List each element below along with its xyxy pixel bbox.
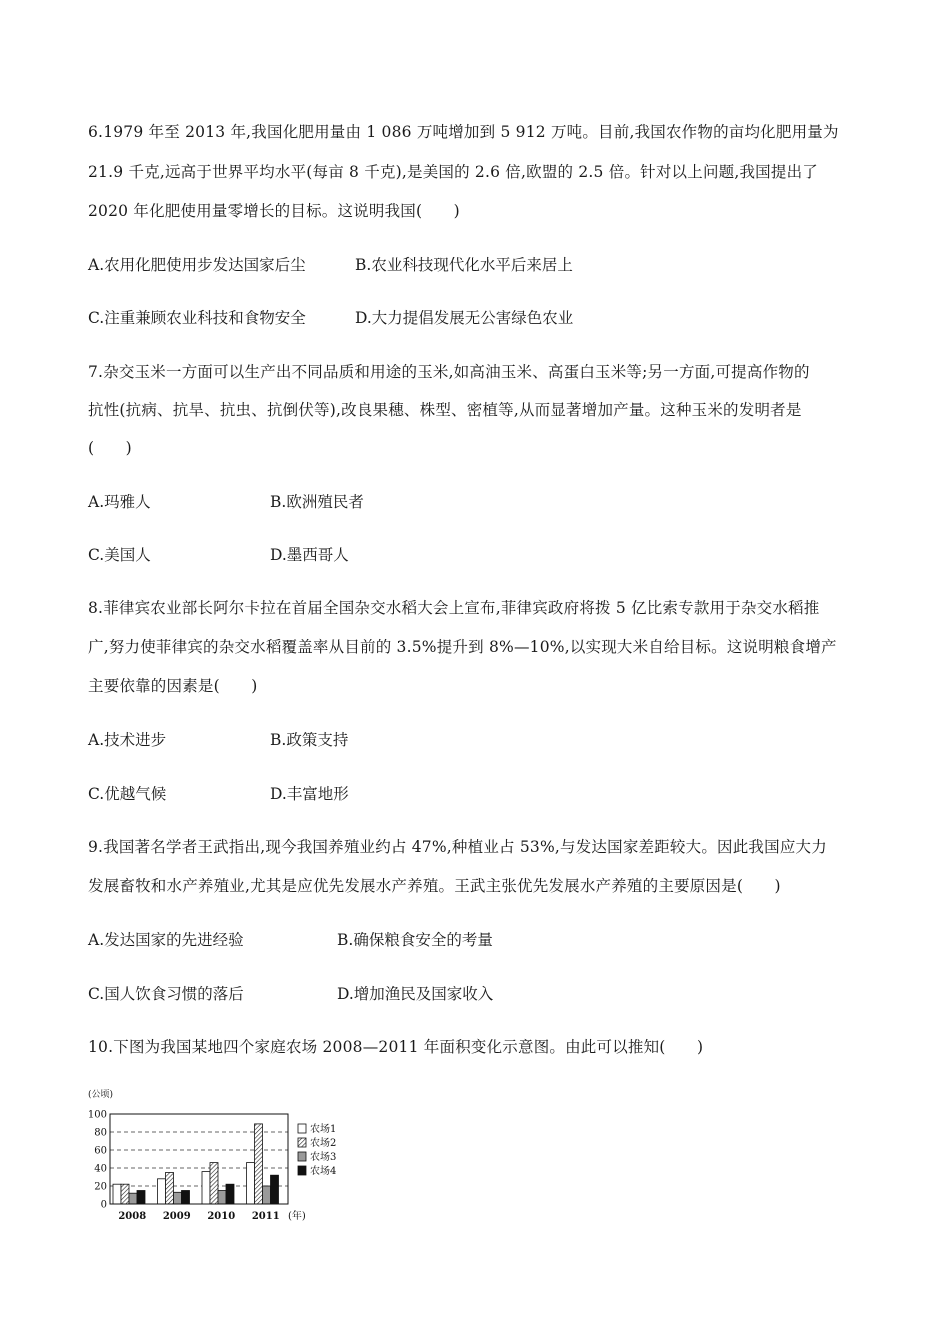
q6-option-c[interactable]: C.注重兼顾农业科技和食物安全 [88, 309, 306, 327]
bar-农场1-2009 [158, 1179, 166, 1204]
q7-option-d[interactable]: D.墨西哥人 [270, 546, 349, 564]
bar-农场3-2009 [174, 1192, 182, 1204]
bar-农场1-2010 [202, 1172, 210, 1204]
y-tick-label: 0 [100, 1199, 107, 1211]
bar-农场2-2008 [121, 1184, 129, 1204]
x-tick-label: 2011 [251, 1211, 280, 1222]
q7-option-a[interactable]: A.玛雅人 [88, 493, 151, 511]
y-tick-label: 80 [94, 1127, 107, 1139]
q6-text-line-3: 2020 年化肥使用量零增长的目标。这说明我国( ) [88, 202, 460, 220]
bar-农场4-2008 [137, 1191, 145, 1205]
q9-option-d[interactable]: D.增加渔民及国家收入 [337, 985, 494, 1003]
q10-text-line-1: 10.下图为我国某地四个家庭农场 2008—2011 年面积变化示意图。由此可以推知( ) [88, 1038, 704, 1056]
x-tick-label: 2010 [207, 1211, 236, 1222]
bar-农场3-2008 [129, 1193, 137, 1204]
y-tick-label: 100 [87, 1109, 107, 1121]
legend-swatch [298, 1166, 306, 1175]
bar-农场2-2009 [166, 1173, 174, 1205]
q7-text-line-3: ( ) [88, 439, 132, 457]
q9-option-c[interactable]: C.国人饮食习惯的落后 [88, 985, 244, 1003]
q6-option-a[interactable]: A.农用化肥使用步发达国家后尘 [88, 256, 306, 274]
legend-swatch [298, 1152, 306, 1161]
bars [113, 1124, 279, 1204]
bar-农场3-2011 [263, 1186, 271, 1204]
q9-option-b[interactable]: B.确保粮食安全的考量 [337, 931, 493, 949]
bar-农场4-2011 [271, 1175, 279, 1204]
q9-option-a[interactable]: A.发达国家的先进经验 [88, 931, 244, 949]
q8-text-line-1: 8.菲律宾农业部长阿尔卡拉在首届全国杂交水稻大会上宣布,菲律宾政府将拨 5 亿比索专款用于杂交水稻推 [88, 599, 820, 617]
legend-label: 农场2 [310, 1138, 337, 1149]
q8-option-c[interactable]: C.优越气候 [88, 785, 167, 803]
q9-text-line-2: 发展畜牧和水产养殖业,尤其是应优先发展水产养殖。王武主张优先发展水产养殖的主要原因是( ) [88, 877, 781, 895]
legend-label: 农场4 [310, 1166, 337, 1177]
bar-农场1-2008 [113, 1184, 121, 1204]
bar-农场3-2010 [218, 1191, 226, 1205]
x-tick-label: 2008 [118, 1211, 147, 1222]
q7-option-b[interactable]: B.欧洲殖民者 [270, 493, 364, 511]
q8-option-b[interactable]: B.政策支持 [270, 731, 349, 749]
y-tick-label: 40 [94, 1163, 107, 1175]
legend-swatch [298, 1124, 306, 1133]
bar-农场2-2010 [210, 1163, 218, 1204]
y-tick-label: 60 [94, 1145, 107, 1157]
q9-text-line-1: 9.我国著名学者王武指出,现今我国养殖业约占 47%,种植业占 53%,与发达国家差距较大。因此我国应大力 [88, 838, 827, 856]
x-axis-ticks [118, 1211, 279, 1222]
q8-text-line-2: 广,努力使菲律宾的杂交水稻覆盖率从目前的 3.5%提升到 8%—10%,以实现大米自给目标。这说明粮食增产 [88, 638, 837, 656]
x-axis-unit-label: (年) [288, 1211, 306, 1222]
q7-option-c[interactable]: C.美国人 [88, 546, 151, 564]
legend-label: 农场1 [310, 1124, 337, 1135]
q8-option-d[interactable]: D.丰富地形 [270, 785, 349, 803]
legend-swatch [298, 1138, 306, 1147]
bar-农场1-2011 [247, 1163, 255, 1204]
q8-option-a[interactable]: A.技术进步 [88, 731, 167, 749]
q6-text-line-2: 21.9 千克,远高于世界平均水平(每亩 8 千克),是美国的 2.6 倍,欧盟的 2.5 倍。针对以上问题,我国提出了 [88, 163, 818, 181]
legend-label: 农场3 [310, 1152, 337, 1163]
y-tick-label: 20 [94, 1181, 107, 1193]
bar-农场2-2011 [255, 1124, 263, 1204]
q7-text-line-2: 抗性(抗病、抗旱、抗虫、抗倒伏等),改良果穗、株型、密植等,从而显著增加产量。这种玉米的发明者是 [88, 401, 802, 419]
q6-option-d[interactable]: D.大力提倡发展无公害绿色农业 [355, 309, 574, 327]
q8-text-line-3: 主要依靠的因素是( ) [88, 677, 258, 695]
y-axis-ticks [88, 1110, 107, 1211]
q6-text-line-1: 6.1979 年至 2013 年,我国化肥用量由 1 086 万吨增加到 5 912 万吨。目前,我国农作物的亩均化肥用量为 [88, 123, 839, 141]
legend [298, 1122, 336, 1177]
y-axis-label: (公顷) [88, 1090, 114, 1100]
q7-text-line-1: 7.杂交玉米一方面可以生产出不同品质和用途的玉米,如高油玉米、高蛋白玉米等;另一方面,可提高作物的 [88, 363, 810, 381]
x-tick-label: 2009 [162, 1211, 191, 1222]
bar-农场4-2009 [182, 1191, 190, 1205]
farm-area-bar-chart [80, 1088, 380, 1228]
bar-农场4-2010 [226, 1184, 234, 1204]
q6-option-b[interactable]: B.农业科技现代化水平后来居上 [355, 256, 573, 274]
